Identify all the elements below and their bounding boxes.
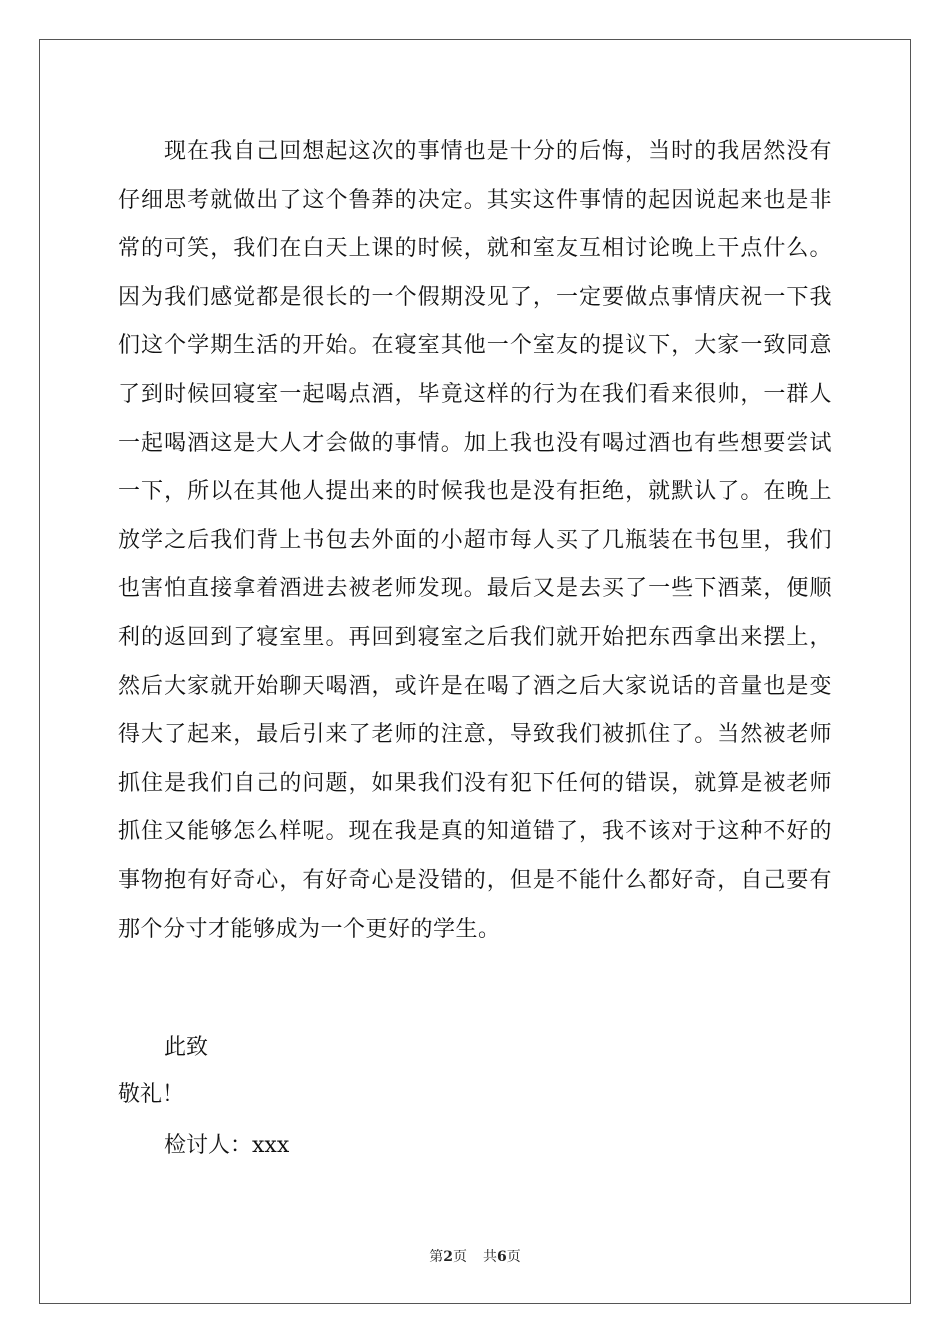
page-total: 6	[497, 1249, 507, 1265]
page-current: 2	[443, 1249, 453, 1265]
total-prefix: 共	[483, 1249, 497, 1265]
total-suffix: 页	[506, 1249, 521, 1265]
closing-salutation: 此致	[164, 1035, 209, 1060]
page-footer	[0, 1248, 950, 1266]
closing-regards: 敬礼！	[118, 1082, 185, 1107]
page-suffix: 页	[453, 1249, 467, 1265]
signature-line: 检讨人：xxx	[164, 1133, 290, 1158]
body-paragraph: 现在我自己回想起这次的事情也是十分的后悔，当时的我居然没有仔细思考就做出了这个鲁莽的决定。其实这件事情的起因说起来也是非常的可笑，我们在白天上课的时候，就和室友互相讨论晚上干点什么。因为我们感觉都是很长的一个假期没见了，一定要做点事情庆祝一下我们这个学期生活的开始。在寝室其他一个室友的提议下，大家一致同意了到时候回寝室一起喝点酒，毕竟这样的行为在我们看来很帅，一群人一起喝酒这是大人才会做的事情。加上我也没有喝过酒也有些想要尝试一下，所以在其他人提出来的时候我也是没有拒绝，就默认了。在晚上放学之后我们背上书包去外面的小超市每人买了几瓶装在书包里，我们也害怕直接拿着酒进去被老师发现。最后又是去买了一些下酒菜，便顺利的返回到了寝室里。再回到寝室之后我们就开始把东西拿出来摆上，然后大家就开始聊天喝酒，或许是在喝了酒之后大家说话的音量也是变得大了起来，最后引来了老师的注意，导致我们被抓住了。当然被老师抓住是我们自己的问题，如果我们没有犯下任何的错误，就算是被老师抓住又能够怎么样呢。现在我是真的知道错了，我不该对于这种不好的事物抱有好奇心，有好奇心是没错的，但是不能什么都好奇，自己要有那个分寸才能够成为一个更好的学生。	[118, 139, 832, 942]
page-prefix: 第	[429, 1249, 444, 1265]
